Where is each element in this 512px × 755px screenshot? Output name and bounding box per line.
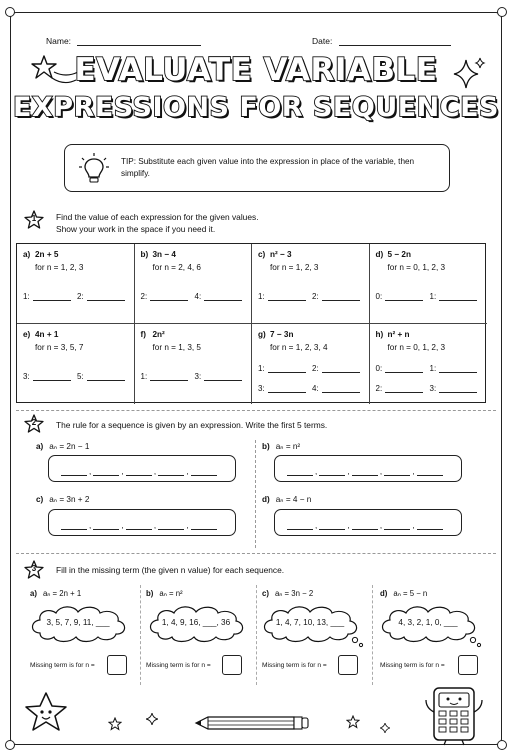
problem-expression: 2n + 5 [35, 250, 59, 259]
sequence-text: 1, 4, 9, 16, ___, 36 [161, 618, 231, 627]
problem-label: e) [23, 330, 31, 339]
sequence-text: 3, 5, 7, 9, 11, ___ [46, 618, 110, 627]
problem-label: c) [258, 250, 266, 259]
section-2-instruction: The rule for a sequence is given by an expression. Write the first 5 terms. [56, 420, 328, 430]
answer-slot[interactable]: 5: [77, 372, 125, 381]
missing-n-answer-box[interactable] [107, 655, 127, 675]
answer-slot[interactable]: 4: [195, 292, 243, 301]
section-divider [16, 410, 496, 411]
problem-cell [135, 244, 253, 324]
answer-slot[interactable]: 1: [258, 364, 306, 373]
section-3-instruction: Fill in the missing term (the given n value) for each sequence. [56, 565, 285, 575]
lightbulb-icon [79, 153, 109, 185]
section-divider [16, 553, 496, 554]
terms-answer-box[interactable]: , , , , [48, 455, 236, 482]
sequence-cloud [258, 603, 368, 649]
problem-label: b) [140, 250, 149, 259]
section-1-number: 1 [31, 214, 37, 223]
answer-slot[interactable]: 1: [430, 292, 478, 301]
problem-label: d) [375, 250, 384, 259]
problem-values: for n = 1, 3, 5 [152, 343, 201, 352]
missing-term-label: Missing term is for n = [146, 662, 211, 669]
rule-text: aₙ = n² [275, 442, 301, 451]
corner-ornament [497, 740, 507, 750]
answer-slot[interactable]: 0: [376, 292, 424, 301]
problem-cell [135, 324, 253, 404]
date-label: Date: [312, 36, 333, 46]
column-divider [140, 585, 141, 685]
problem-label: g) [258, 330, 266, 339]
problem-expression: 2n² [152, 330, 165, 339]
problem-values: for n = 1, 2, 3 [270, 263, 319, 272]
missing-n-answer-box[interactable] [338, 655, 358, 675]
problem-expression: 3n − 4 [152, 250, 176, 259]
sequence-rule-b: b) aₙ = n² [262, 442, 301, 451]
sequence-rule-a: a) aₙ = 2n − 1 [36, 442, 90, 451]
section-2-number: 2 [31, 418, 37, 427]
sparkle-icon [380, 723, 390, 733]
name-label: Name: [46, 36, 72, 46]
answer-slot[interactable]: 2: [312, 364, 360, 373]
problem-expression: 7 − 3n [270, 330, 294, 339]
missing-term-rule-d: d) aₙ = 5 − n [380, 589, 428, 598]
problem-values: for n = 1, 2, 3 [35, 263, 84, 272]
missing-term-rule-b: b) aₙ = n² [146, 589, 183, 598]
missing-term-label: Missing term is for n = [380, 662, 445, 669]
sparkle-icon [146, 713, 158, 725]
answer-slot[interactable]: 0: [376, 364, 424, 373]
missing-term-label: Missing term is for n = [30, 662, 95, 669]
name-field[interactable] [46, 36, 201, 46]
missing-term-rule-c: c) aₙ = 3n − 2 [262, 589, 314, 598]
corner-ornament [497, 7, 507, 17]
rule-text: aₙ = 3n + 2 [49, 495, 90, 504]
answer-slot[interactable]: 3: [23, 372, 71, 381]
sequence-cloud [26, 603, 130, 645]
problem-expression: n² + n [387, 330, 410, 339]
problem-grid [16, 243, 486, 403]
page-title-line2: EXPRESSIONS FOR SEQUENCES [12, 92, 499, 123]
answer-slot[interactable]: 1: [430, 364, 478, 373]
answer-slot[interactable]: 3: [430, 384, 478, 393]
problem-label: f) [140, 330, 146, 339]
smiling-star-icon [22, 690, 70, 736]
missing-n-answer-box[interactable] [458, 655, 478, 675]
problem-values: for n = 0, 1, 2, 3 [387, 343, 446, 352]
problem-cell [17, 244, 135, 324]
missing-term-rule-a: a) aₙ = 2n + 1 [30, 589, 82, 598]
name-line[interactable] [77, 37, 201, 46]
rule-text: aₙ = 2n − 1 [49, 442, 90, 451]
column-divider [372, 585, 373, 685]
star-icon [346, 715, 360, 729]
pencil-icon [194, 713, 310, 733]
missing-n-answer-box[interactable] [222, 655, 242, 675]
terms-answer-box[interactable]: , , , , [274, 455, 462, 482]
problem-label: h) [375, 330, 384, 339]
sequence-rule-c: c) aₙ = 3n + 2 [36, 495, 90, 504]
problem-values: for n = 2, 4, 6 [152, 263, 201, 272]
problem-expression: 4n + 1 [35, 330, 59, 339]
problem-cell [252, 244, 370, 324]
answer-slot[interactable]: 2: [312, 292, 360, 301]
problem-values: for n = 3, 5, 7 [35, 343, 84, 352]
corner-ornament [5, 7, 15, 17]
problem-expression: 5 − 2n [387, 250, 411, 259]
page-title-line1: EVALUATE VARIABLE [74, 52, 438, 88]
answer-slot[interactable]: 1: [141, 372, 189, 381]
answer-slot[interactable]: 1: [23, 292, 71, 301]
column-divider [256, 585, 257, 685]
terms-answer-box[interactable]: , , , , [48, 509, 236, 536]
date-field[interactable] [312, 36, 451, 46]
missing-term-label: Missing term is for n = [262, 662, 327, 669]
problem-label: a) [23, 250, 31, 259]
section-1-instruction-line2: Show your work in the space if you need it. [56, 224, 216, 234]
sequence-rule-d: d) aₙ = 4 − n [262, 495, 312, 504]
column-divider [255, 440, 256, 548]
answer-slot[interactable]: 2: [77, 292, 125, 301]
answer-slot[interactable]: 2: [376, 384, 424, 393]
rule-text: aₙ = 4 − n [275, 495, 312, 504]
date-line[interactable] [339, 37, 451, 46]
answer-slot[interactable]: 4: [312, 384, 360, 393]
answer-slot[interactable]: 1: [258, 292, 306, 301]
answer-slot[interactable]: 3: [195, 372, 243, 381]
problem-values: for n = 1, 2, 3, 4 [270, 343, 328, 352]
problem-cell [252, 324, 370, 404]
problem-expression: n² − 3 [270, 250, 292, 259]
terms-answer-box[interactable]: , , , , [274, 509, 462, 536]
sequence-cloud [144, 603, 248, 645]
problem-values: for n = 0, 1, 2, 3 [387, 263, 446, 272]
section-1-instruction-line1: Find the value of each expression for the given values. [56, 212, 259, 222]
sequence-text: 1, 4, 7, 10, 13, ___ [275, 618, 345, 627]
tip-box [64, 144, 450, 192]
tip-text: TIP: Substitute each given value into the expression in place of the variable, then simplify. [121, 157, 415, 178]
problem-cell [17, 324, 135, 404]
problem-cell [370, 244, 488, 324]
calculator-character-icon [420, 682, 490, 746]
star-icon [108, 717, 122, 731]
sequence-cloud [376, 603, 486, 649]
sequence-text: 4, 3, 2, 1, 0, ___ [398, 618, 458, 627]
corner-ornament [5, 740, 15, 750]
section-3-number: 3 [31, 564, 37, 573]
answer-slot[interactable]: 3: [258, 384, 306, 393]
problem-cell [370, 324, 488, 404]
answer-slot[interactable]: 2: [141, 292, 189, 301]
